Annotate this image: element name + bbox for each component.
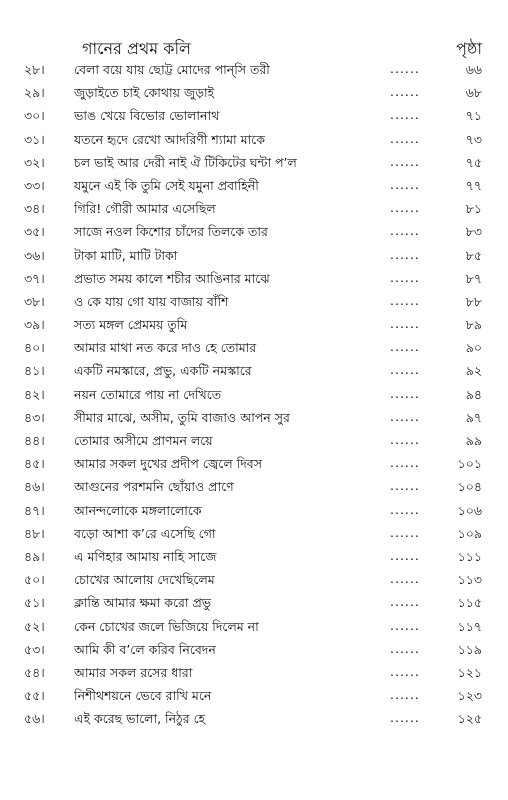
- column-heading-page: পৃষ্ঠা: [456, 39, 482, 58]
- song-first-line: কেন চোখের জলে ভিজিয়ে দিলেম না: [74, 618, 259, 634]
- page-number: ৭৭: [465, 177, 482, 193]
- leader-dots: ......: [390, 316, 420, 332]
- toc-row: [0, 429, 508, 452]
- page-number: ৯২: [465, 363, 482, 379]
- song-first-line: আমার সকল রসের ধারা: [74, 664, 193, 680]
- toc-row: [0, 615, 508, 638]
- song-first-line: নিশীথশয়নে ভেবে রাখি মনে: [74, 688, 212, 704]
- toc-row: [0, 359, 508, 382]
- leader-dots: ......: [390, 571, 420, 587]
- toc-row: [0, 58, 508, 81]
- toc-row: [0, 707, 508, 730]
- leader-dots: ......: [390, 547, 420, 563]
- page-number: ১২১: [457, 664, 482, 680]
- page-number: ৮১: [465, 201, 482, 217]
- leader-dots: ......: [390, 84, 420, 100]
- entry-number: ৪৭।: [24, 502, 45, 518]
- song-first-line: আনন্দলোকে মঙ্গলালোকে: [74, 502, 202, 518]
- entry-number: ৫২।: [24, 618, 45, 634]
- entry-number: ৫০।: [24, 572, 45, 588]
- song-first-line: এ মণিহার আমায় নাহি সাজে: [74, 548, 217, 564]
- leader-dots: ......: [390, 710, 420, 726]
- song-first-line: নয়ন তোমারে পায় না দেখিতে: [74, 386, 222, 402]
- song-first-line: এই করেছ ভালো, নিঠুর হে: [74, 711, 206, 727]
- song-first-line: বেলা বয়ে যায় ছোট্ট মোদের পান্‌সি তরী: [74, 62, 270, 77]
- page-number: ৮৮: [465, 293, 482, 309]
- table-of-contents: [0, 58, 508, 730]
- song-first-line: যতনে হৃদে রেখো আদরিণী শ্যামা মাকে: [74, 131, 265, 147]
- leader-dots: ......: [390, 663, 420, 679]
- song-first-line: চোখের আলোয় দেখেছিলেম: [74, 572, 215, 588]
- leader-dots: ......: [390, 223, 420, 239]
- column-heading-first-line: গানের প্রথম কলি: [82, 39, 191, 58]
- toc-row: [0, 244, 508, 267]
- entry-number: ৩৯।: [24, 317, 45, 333]
- toc-row: [0, 568, 508, 591]
- entry-number: ৪৫।: [24, 456, 45, 472]
- toc-row: [0, 545, 508, 568]
- song-first-line: ক্লান্তি আমার ক্ষমা করো প্রভু: [74, 595, 212, 611]
- leader-dots: ......: [390, 130, 420, 146]
- toc-row: [0, 267, 508, 290]
- page-number: ৯০: [465, 340, 482, 356]
- entry-number: ৪২।: [24, 386, 45, 402]
- entry-number: ২৮।: [24, 62, 45, 77]
- entry-number: ৫৫।: [24, 688, 45, 704]
- entry-number: ৩১।: [24, 131, 45, 147]
- song-first-line: একটি নমস্কারে, প্রভু, একটি নমস্কারে: [74, 363, 252, 379]
- song-first-line: তোমার অসীমে প্রাণমন লয়ে: [74, 433, 213, 448]
- song-first-line: জুড়াইতে চাই কোথায় জুড়াই: [74, 85, 215, 101]
- toc-row: [0, 81, 508, 104]
- page-number: ৯৯: [465, 433, 482, 448]
- toc-row: [0, 128, 508, 151]
- song-first-line: টাকা মাটি, মাটি টাকা: [74, 247, 178, 263]
- song-first-line: আমার মাথা নত করে দাও হে তোমার: [74, 340, 257, 356]
- page-number: ৮৩: [465, 224, 482, 240]
- entry-number: ৫৩।: [24, 641, 45, 657]
- toc-row: [0, 290, 508, 313]
- page-number: ১১৩: [457, 572, 482, 588]
- page-number: ৯৭: [465, 409, 482, 425]
- leader-dots: ......: [390, 200, 420, 216]
- page-number: ৬৬: [465, 62, 482, 77]
- page-number: ১০৪: [457, 479, 482, 495]
- page-number: ১১১: [457, 548, 482, 564]
- page-number: ১০৬: [457, 502, 482, 518]
- entry-number: ৫৪।: [24, 664, 45, 680]
- song-first-line: আগুনের পরশমনি ছোঁয়াও প্রাণে: [74, 479, 234, 495]
- leader-dots: ......: [390, 455, 420, 471]
- page-number: ৭৩: [465, 131, 482, 147]
- entry-number: ৪০।: [24, 340, 45, 356]
- toc-row: [0, 174, 508, 197]
- leader-dots: ......: [390, 385, 420, 401]
- toc-row: [0, 638, 508, 661]
- song-first-line: বড়ো আশা ক’রে এসেছি গো: [74, 525, 216, 541]
- leader-dots: ......: [390, 269, 420, 285]
- toc-row: [0, 336, 508, 359]
- leader-dots: ......: [390, 292, 420, 308]
- toc-row: [0, 522, 508, 545]
- song-first-line: যমুনে এই কি তুমি সেই যমুনা প্রবাহিনী: [74, 177, 259, 193]
- song-first-line: সীমার মাঝে, অসীম, তুমি বাজাও আপন সুর: [74, 409, 290, 425]
- entry-number: ২৯।: [24, 85, 45, 101]
- page-number: ৭৫: [465, 154, 482, 170]
- leader-dots: ......: [390, 617, 420, 633]
- leader-dots: ......: [390, 478, 420, 494]
- entry-number: ৩৪।: [24, 201, 45, 217]
- toc-row: [0, 591, 508, 614]
- page-number: ৯৪: [465, 386, 482, 402]
- toc-row: [0, 684, 508, 707]
- song-first-line: আমার সকল দুখের প্রদীপ জ্বেলে দিবস: [74, 456, 262, 472]
- toc-row: [0, 499, 508, 522]
- entry-number: ৪৯।: [24, 548, 45, 564]
- entry-number: ৪৮।: [24, 525, 45, 541]
- leader-dots: ......: [390, 362, 420, 378]
- toc-row: [0, 104, 508, 127]
- entry-number: ৪১।: [24, 363, 45, 379]
- page-number: ৬৮: [465, 85, 482, 101]
- entry-number: ৩২।: [24, 154, 45, 170]
- page-number: ৭১: [465, 108, 482, 124]
- page-number: ১১৭: [457, 618, 482, 634]
- leader-dots: ......: [390, 432, 420, 447]
- leader-dots: ......: [390, 339, 420, 355]
- page-number: ১০১: [457, 456, 482, 472]
- leader-dots: ......: [390, 408, 420, 424]
- entry-number: ৩৩।: [24, 177, 45, 193]
- song-first-line: আমি কী ব’লে করিব নিবেদন: [74, 641, 216, 657]
- entry-number: ৩৬।: [24, 247, 45, 263]
- leader-dots: ......: [390, 153, 420, 169]
- leader-dots: ......: [390, 594, 420, 610]
- toc-row: [0, 406, 508, 429]
- toc-row: [0, 383, 508, 406]
- entry-number: ৪৩।: [24, 409, 45, 425]
- entry-number: ৫৬।: [24, 711, 45, 727]
- leader-dots: ......: [390, 640, 420, 656]
- leader-dots: ......: [390, 524, 420, 540]
- toc-row: [0, 313, 508, 336]
- page-number: ১১৫: [457, 595, 482, 611]
- entry-number: ৩০।: [24, 108, 45, 124]
- page-number: ১২৩: [457, 688, 482, 704]
- entry-number: ৩৫।: [24, 224, 45, 240]
- page-number: ১১৯: [457, 641, 482, 657]
- page-number: ১২৫: [457, 711, 482, 727]
- entry-number: ৪৪।: [24, 433, 45, 448]
- toc-row: [0, 475, 508, 498]
- entry-number: ৫১।: [24, 595, 45, 611]
- song-first-line: সাজে নওল কিশোর চাঁদের তিলকে তার: [74, 224, 268, 240]
- leader-dots: ......: [390, 501, 420, 517]
- song-first-line: সত্য মঙ্গল প্রেমময় তুমি: [74, 317, 188, 333]
- leader-dots: ......: [390, 687, 420, 703]
- leader-dots: ......: [390, 246, 420, 262]
- leader-dots: ......: [390, 176, 420, 192]
- toc-row: [0, 452, 508, 475]
- song-first-line: গিরি! গৌরী আমার এসেছিল: [74, 201, 216, 217]
- toc-row: [0, 220, 508, 243]
- song-first-line: প্রভাত সময় কালে শচীর আঙিনার মাঝে: [74, 270, 270, 286]
- toc-row: [0, 661, 508, 684]
- page-number: ৮৫: [465, 247, 482, 263]
- toc-row: [0, 197, 508, 220]
- page-number: ৮৭: [465, 270, 482, 286]
- toc-row: [0, 151, 508, 174]
- page-number: ১০৯: [457, 525, 482, 541]
- song-first-line: চল ভাই আর দেরী নাই ঐ টিকিটের ঘন্টা প’ল: [74, 154, 297, 170]
- leader-dots: ......: [390, 61, 420, 76]
- entry-number: ৩৭।: [24, 270, 45, 286]
- song-first-line: ভাঙ খেয়ে বিভোর ভোলানাথ: [74, 108, 220, 124]
- leader-dots: ......: [390, 107, 420, 123]
- page-number: ৮৯: [465, 317, 482, 333]
- entry-number: ৩৮।: [24, 293, 45, 309]
- entry-number: ৪৬।: [24, 479, 45, 495]
- song-first-line: ও কে যায় গো যায় বাজায় বাঁশি: [74, 293, 229, 309]
